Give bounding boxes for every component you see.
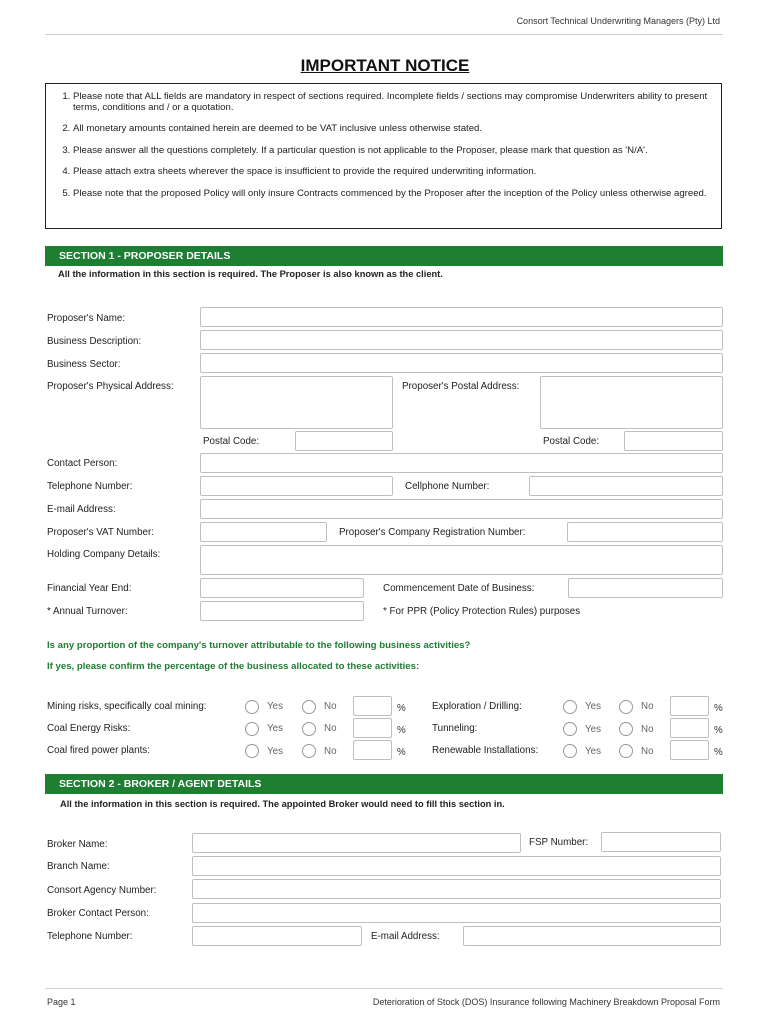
section2-header: SECTION 2 - BROKER / AGENT DETAILS [45, 774, 723, 794]
yes-option-label: Yes [267, 746, 283, 757]
page-title: IMPORTANT NOTICE [300, 56, 470, 75]
business-sector-field[interactable] [200, 353, 723, 373]
section2-note: All the information in this section is required. The appointed Broker would need to fill this section in. [60, 799, 505, 809]
ppr-note: * For PPR (Policy Protection Rules) purposes [383, 606, 581, 617]
registration-number-label: Proposer's Company Registration Number: [339, 527, 526, 538]
exploration-percentage-field[interactable] [670, 696, 709, 716]
percent-sign: % [714, 725, 723, 736]
mining-percentage-field[interactable] [353, 696, 392, 716]
no-option-label: No [324, 723, 337, 734]
no-option-label: No [324, 701, 337, 712]
holding-company-label: Holding Company Details: [47, 549, 161, 560]
postal-code-label: Postal Code: [203, 436, 260, 447]
business-description-field[interactable] [200, 330, 723, 350]
renewable-yes-radio[interactable] [563, 744, 577, 758]
activity-label-coal-fired: Coal fired power plants: [47, 745, 150, 756]
percent-sign: % [397, 747, 406, 758]
proposer-name-label: Proposer's Name: [47, 313, 126, 324]
commencement-date-field[interactable] [568, 578, 723, 598]
annual-turnover-label: * Annual Turnover: [47, 606, 128, 617]
broker-email-label: E-mail Address: [371, 931, 440, 942]
fsp-number-field[interactable] [601, 832, 721, 852]
yes-option-label: Yes [267, 701, 283, 712]
coal-energy-percentage-field[interactable] [353, 718, 392, 738]
activity-label-coal-energy: Coal Energy Risks: [47, 723, 131, 734]
no-option-label: No [641, 724, 654, 735]
coal-fired-yes-radio[interactable] [245, 744, 259, 758]
footer-divider [45, 988, 723, 989]
no-option-label: No [324, 746, 337, 757]
percent-sign: % [397, 703, 406, 714]
no-option-label: No [641, 701, 654, 712]
notice-item: 5. Please note that the proposed Policy will only insure Contracts commenced by the Proposer after the inception of the Policy unless otherwise agreed. [73, 189, 709, 200]
coal-energy-no-radio[interactable] [302, 722, 316, 736]
form-title-footer: Deterioration of Stock (DOS) Insurance following Machinery Breakdown Proposal Form [372, 997, 720, 1007]
no-option-label: No [641, 746, 654, 757]
broker-telephone-field[interactable] [192, 926, 362, 946]
company-header: Consort Technical Underwriting Managers (Pty) Ltd [516, 16, 720, 26]
yes-option-label: Yes [585, 746, 601, 757]
holding-company-field[interactable] [200, 545, 723, 575]
commencement-date-label: Commencement Date of Business: [383, 583, 535, 594]
notice-item: 3. Please answer all the questions completely. If a particular question is not applicable to the Proposer, please mark that question as 'N/A'. [73, 146, 709, 157]
branch-name-field[interactable] [192, 856, 721, 876]
activity-label-mining: Mining risks, specifically coal mining: [47, 701, 207, 712]
activity-label-renewable: Renewable Installations: [432, 745, 539, 756]
coal-fired-no-radio[interactable] [302, 744, 316, 758]
coal-fired-percentage-field[interactable] [353, 740, 392, 760]
notice-item: 1. Please note that ALL fields are mandatory in respect of sections required. Incomplete fields / sections may compromise Underwriters ability to present terms, conditions and / or a quotation. [73, 92, 709, 113]
tunneling-yes-radio[interactable] [563, 722, 577, 736]
yes-option-label: Yes [267, 723, 283, 734]
mining-yes-radio[interactable] [245, 700, 259, 714]
yes-option-label: Yes [585, 701, 601, 712]
notice-item: 2. All monetary amounts contained herein are deemed to be VAT inclusive unless otherwise stated. [73, 124, 709, 135]
percent-sign: % [714, 703, 723, 714]
cellphone-label: Cellphone Number: [405, 481, 490, 492]
postal-code-label: Postal Code: [543, 436, 600, 447]
cellphone-field[interactable] [529, 476, 723, 496]
agency-number-label: Consort Agency Number: [47, 885, 157, 896]
email-field[interactable] [200, 499, 723, 519]
broker-name-label: Broker Name: [47, 839, 108, 850]
broker-email-field[interactable] [463, 926, 721, 946]
vat-number-label: Proposer's VAT Number: [47, 527, 154, 538]
mining-no-radio[interactable] [302, 700, 316, 714]
exploration-yes-radio[interactable] [563, 700, 577, 714]
contact-person-field[interactable] [200, 453, 723, 473]
exploration-no-radio[interactable] [619, 700, 633, 714]
contact-person-label: Contact Person: [47, 458, 118, 469]
telephone-field[interactable] [200, 476, 393, 496]
financial-year-end-label: Financial Year End: [47, 583, 132, 594]
broker-telephone-label: Telephone Number: [47, 931, 133, 942]
page-number: Page 1 [47, 997, 76, 1007]
percent-sign: % [714, 747, 723, 758]
broker-name-field[interactable] [192, 833, 521, 853]
annual-turnover-field[interactable] [200, 601, 364, 621]
proposer-name-field[interactable] [200, 307, 723, 327]
yes-option-label: Yes [585, 724, 601, 735]
physical-postal-code-field[interactable] [295, 431, 393, 451]
renewable-no-radio[interactable] [619, 744, 633, 758]
notice-item: 4. Please attach extra sheets wherever the space is insufficient to provide the required underwriting information. [73, 167, 709, 178]
vat-number-field[interactable] [200, 522, 327, 542]
renewable-percentage-field[interactable] [670, 740, 709, 760]
broker-contact-label: Broker Contact Person: [47, 908, 149, 919]
postal-address-label: Proposer's Postal Address: [402, 381, 520, 392]
branch-name-label: Branch Name: [47, 861, 110, 872]
agency-number-field[interactable] [192, 879, 721, 899]
percent-sign: % [397, 725, 406, 736]
coal-energy-yes-radio[interactable] [245, 722, 259, 736]
activity-label-tunneling: Tunneling: [432, 723, 478, 734]
physical-address-label: Proposer's Physical Address: [47, 381, 174, 392]
telephone-label: Telephone Number: [47, 481, 133, 492]
fsp-number-label: FSP Number: [529, 837, 589, 848]
postal-address-field[interactable] [540, 376, 723, 429]
business-description-label: Business Description: [47, 336, 142, 347]
header-divider [45, 34, 723, 35]
postal-postal-code-field[interactable] [624, 431, 723, 451]
financial-year-end-field[interactable] [200, 578, 364, 598]
turnover-question: Is any proportion of the company's turnover attributable to the following business activities? [47, 640, 471, 651]
email-label: E-mail Address: [47, 504, 116, 515]
activity-label-exploration: Exploration / Drilling: [432, 701, 522, 712]
tunneling-percentage-field[interactable] [670, 718, 709, 738]
broker-contact-field[interactable] [192, 903, 721, 923]
section1-note: All the information in this section is required. The Proposer is also known as the client. [58, 269, 443, 279]
tunneling-no-radio[interactable] [619, 722, 633, 736]
registration-number-field[interactable] [567, 522, 723, 542]
percentage-question: If yes, please confirm the percentage of the business allocated to these activities: [47, 661, 420, 672]
section1-header: SECTION 1 - PROPOSER DETAILS [45, 246, 723, 266]
physical-address-field[interactable] [200, 376, 393, 429]
notice-box [45, 83, 722, 229]
business-sector-label: Business Sector: [47, 359, 121, 370]
